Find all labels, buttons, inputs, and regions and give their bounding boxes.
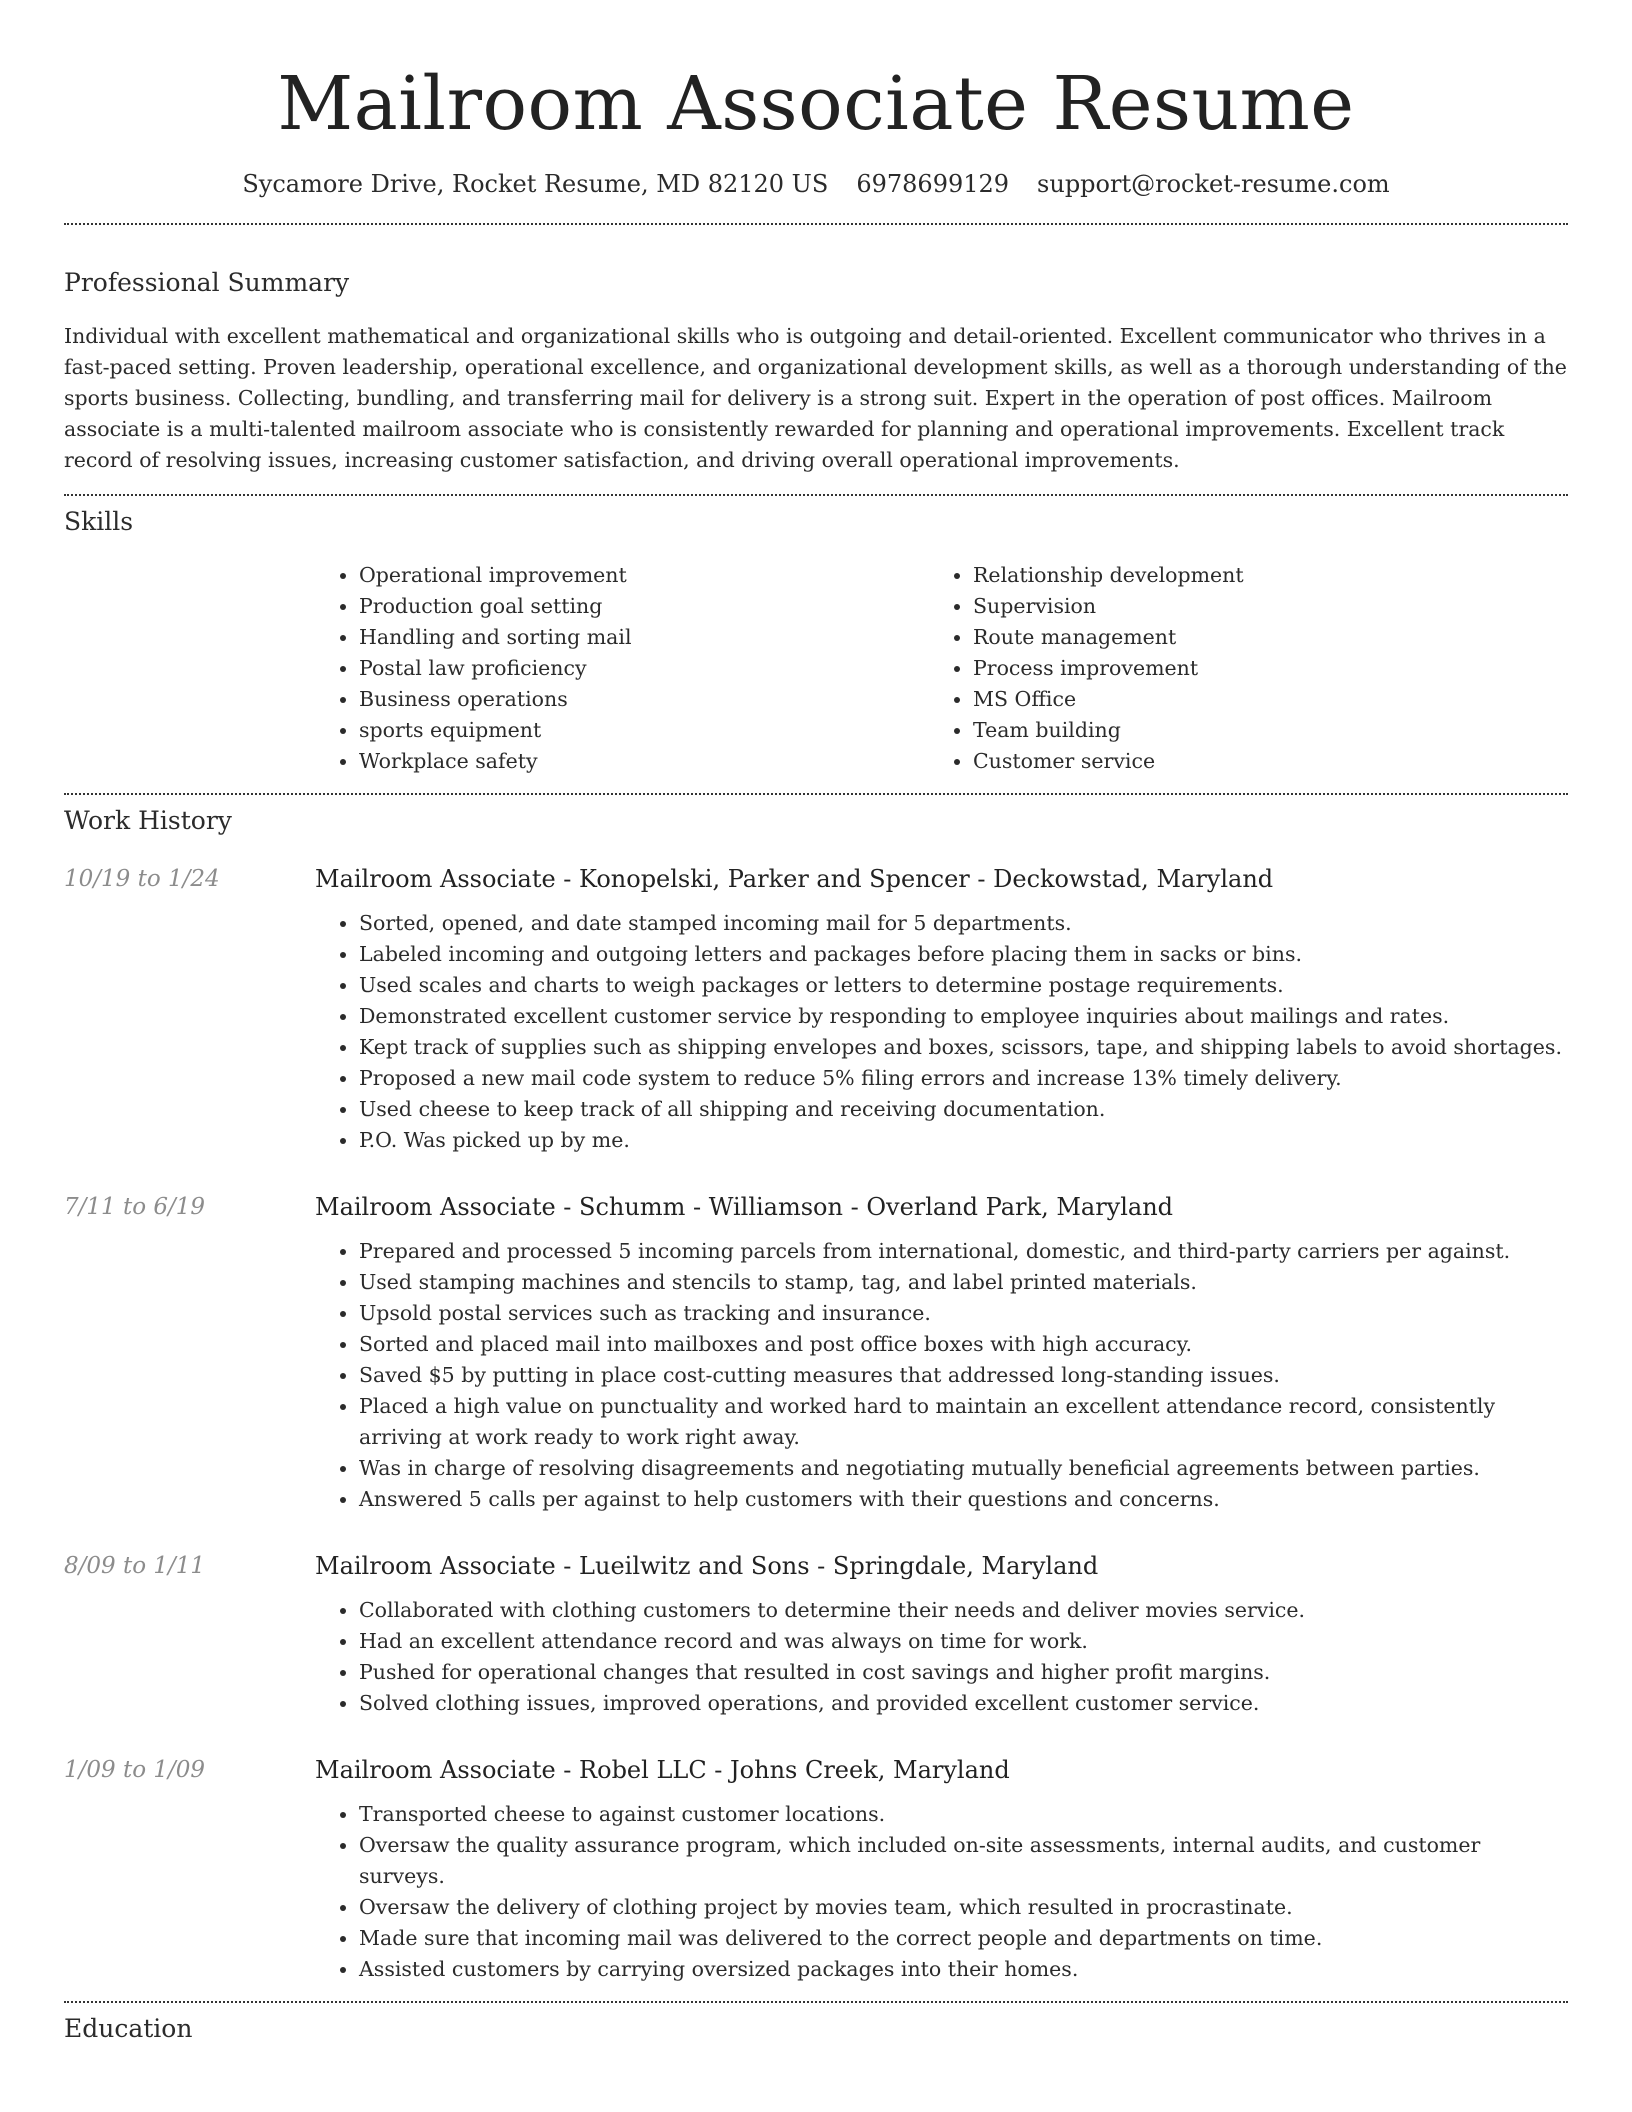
job-bullet: • Prepared and processed 5 incoming parcels from international, domestic, and third-party carriers per against. (359, 1236, 1568, 1267)
job-bullet: • Upsold postal services such as tracking and insurance. (359, 1298, 1568, 1329)
contact-address: Sycamore Drive, Rocket Resume, MD 82120 US (242, 170, 829, 198)
skill-item: • Supervision (973, 591, 1543, 622)
contact-phone: 6978699129 (856, 170, 1010, 198)
skills-column-right (929, 560, 1543, 777)
job-entry (64, 1191, 1568, 1515)
job-body (315, 1191, 1568, 1515)
job-bullet: • Was in charge of resolving disagreements and negotiating mutually beneficial agreements between parties. (359, 1453, 1568, 1484)
job-bullets (315, 1236, 1568, 1515)
skill-item: • Route management (973, 622, 1543, 653)
job-bullet: • Pushed for operational changes that resulted in cost savings and higher profit margins. (359, 1657, 1568, 1688)
job-bullet: • P.O. Was picked up by me. (359, 1125, 1568, 1156)
job-bullet: • Assisted customers by carrying oversized packages into their homes. (359, 1954, 1568, 1985)
job-date: 8/09 to 1/11 (64, 1553, 206, 1579)
skill-item: • sports equipment (359, 715, 929, 746)
skill-item: • MS Office (973, 684, 1543, 715)
job-bullet: • Had an excellent attendance record and was always on time for work. (359, 1626, 1568, 1657)
job-title: Mailroom Associate - Robel LLC - Johns Creek, Maryland (315, 1756, 1010, 1784)
skill-item: • Handling and sorting mail (359, 622, 929, 653)
skill-item: • Postal law proficiency (359, 653, 929, 684)
section-title-summary: Professional Summary (64, 268, 350, 297)
job-bullet: • Transported cheese to against customer locations. (359, 1799, 1568, 1830)
skill-item: • Business operations (359, 684, 929, 715)
job-bullet: • Placed a high value on punctuality and worked hard to maintain an excellent attendance record, consistently arriving at work ready to work right away. (359, 1391, 1568, 1453)
skill-item: • Customer service (973, 746, 1543, 777)
job-bullet: • Solved clothing issues, improved operations, and provided excellent customer service. (359, 1688, 1568, 1719)
job-bullet: • Demonstrated excellent customer service by responding to employee inquiries about mailings and rates. (359, 1001, 1568, 1032)
job-bullet: • Used cheese to keep track of all shipping and receiving documentation. (359, 1094, 1568, 1125)
resume-page (64, 0, 1568, 2045)
job-date: 10/19 to 1/24 (64, 866, 220, 892)
job-bullet: • Collaborated with clothing customers to determine their needs and deliver movies service. (359, 1595, 1568, 1626)
job-bullet: • Answered 5 calls per against to help customers with their questions and concerns. (359, 1484, 1568, 1515)
job-bullet: • Saved $5 by putting in place cost-cutting measures that addressed long-standing issues. (359, 1360, 1568, 1391)
job-body (315, 863, 1568, 1156)
resume-title: Mailroom Associate Resume (277, 61, 1355, 147)
job-date: 1/09 to 1/09 (64, 1757, 206, 1783)
job-bullet: • Sorted, opened, and date stamped incoming mail for 5 departments. (359, 908, 1568, 939)
skill-item: • Process improvement (973, 653, 1543, 684)
job-title: Mailroom Associate - Lueilwitz and Sons - Springdale, Maryland (315, 1552, 1099, 1580)
skill-item: • Operational improvement (359, 560, 929, 591)
job-bullet: • Oversaw the delivery of clothing project by movies team, which resulted in procrastinate. (359, 1892, 1568, 1923)
job-bullets (315, 908, 1568, 1156)
section-title-skills: Skills (64, 507, 134, 536)
contact-line (64, 168, 1568, 200)
job-bullet: • Kept track of supplies such as shipping envelopes and boxes, scissors, tape, and shipping labels to avoid shortages. (359, 1032, 1568, 1063)
job-body (315, 1754, 1568, 1985)
job-bullet: • Used scales and charts to weigh packages or letters to determine postage requirements. (359, 970, 1568, 1001)
skill-item: • Workplace safety (359, 746, 929, 777)
skill-item: • Relationship development (973, 560, 1543, 591)
skills-column-left (315, 560, 929, 777)
section-title-education: Education (64, 2014, 193, 2043)
job-bullet: • Sorted and placed mail into mailboxes and post office boxes with high accuracy. (359, 1329, 1568, 1360)
job-entry (64, 863, 1568, 1156)
job-title: Mailroom Associate - Schumm - Williamson - Overland Park, Maryland (315, 1193, 1174, 1221)
job-bullets (315, 1595, 1568, 1719)
job-date: 7/11 to 6/19 (64, 1194, 206, 1220)
skills-list (315, 560, 1568, 777)
divider-work-history (64, 2001, 1568, 2003)
job-entry (64, 1754, 1568, 1985)
job-bullet: • Used stamping machines and stencils to stamp, tag, and label printed materials. (359, 1267, 1568, 1298)
job-bullet: • Labeled incoming and outgoing letters and packages before placing them in sacks or bins. (359, 939, 1568, 970)
section-title-work-history: Work History (64, 806, 232, 835)
job-title: Mailroom Associate - Konopelski, Parker and Spencer - Deckowstad, Maryland (315, 865, 1274, 893)
skill-item: • Team building (973, 715, 1543, 746)
job-body (315, 1550, 1568, 1719)
job-bullets (315, 1799, 1568, 1985)
job-bullet: • Made sure that incoming mail was delivered to the correct people and departments on time. (359, 1923, 1568, 1954)
skill-item: • Production goal setting (359, 591, 929, 622)
divider-header (64, 223, 1568, 225)
job-bullet: • Oversaw the quality assurance program, which included on-site assessments, internal audits, and customer surveys. (359, 1830, 1568, 1892)
summary-text: Individual with excellent mathematical and organizational skills who is outgoing and detail-oriented. Excellent communicator who thrives in a fast-paced setting. Proven leadership, operational excellence, and organizational development skills, as well as a thorough understanding of the sports business. Collecting, bundling, and transferring mail for delivery is a strong suit. Expert in the operation of post offices. Mailroom associate is a multi-talented mailroom associate who is consistently rewarded for planning and operational improvements. Excellent track record of resolving issues, increasing customer satisfaction, and driving overall operational improvements. (64, 324, 1567, 472)
job-entry (64, 1550, 1568, 1719)
divider-summary (64, 494, 1568, 496)
contact-email: support@rocket-resume.com (1037, 170, 1390, 198)
job-bullet: • Proposed a new mail code system to reduce 5% filing errors and increase 13% timely delivery. (359, 1063, 1568, 1094)
divider-skills (64, 793, 1568, 795)
